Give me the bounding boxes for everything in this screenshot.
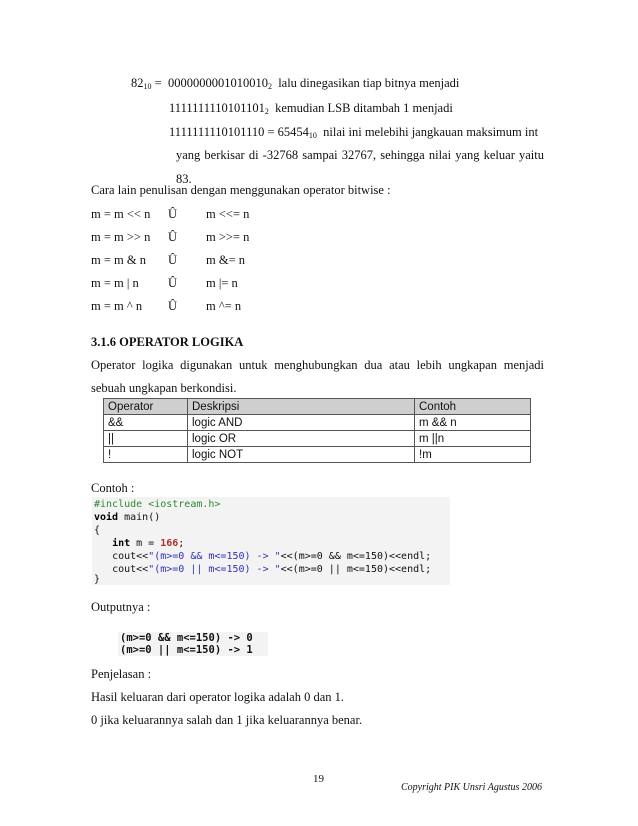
equivalence-symbol: Û <box>168 276 178 290</box>
code-line: #include <iostream.h> <box>94 499 221 510</box>
table-row <box>104 415 531 431</box>
conversion-line-4: yang berkisar di -32768 sampai 32767, sehingga nilai yang keluar yaitu <box>176 148 544 162</box>
header-cell: Operator <box>104 399 188 415</box>
code-line: void main() <box>94 512 161 523</box>
equivalence-symbol: Û <box>168 230 178 244</box>
penjelasan-line-1: Hasil keluaran dari operator logika adalah 0 dan 1. <box>91 690 345 704</box>
base-subscript: 2 <box>264 107 269 116</box>
paragraph-line-2: sebuah ungkapan berkondisi. <box>91 381 237 395</box>
bitwise-row: m = m & n <box>91 253 146 267</box>
output-line: (m>=0 && m<=150) -> 0 <box>120 632 253 644</box>
code-line: int m = 166; <box>112 538 185 549</box>
bitwise-row-right: m <<= n <box>206 207 250 221</box>
code-line: cout<<"(m>=0 || m<=150) -> "<<(m>=0 || m<=150)<<endl; <box>112 564 432 575</box>
table-row <box>104 431 531 447</box>
paragraph-line-1: Operator logika digunakan untuk menghubungkan dua atau lebih ungkapan menjadi <box>91 358 544 372</box>
code-line: cout<<"(m>=0 && m<=150) -> "<<(m>=0 && m<=150)<<endl; <box>112 551 432 562</box>
header-cell: Contoh <box>415 399 531 415</box>
bitwise-row-right: m >>= n <box>206 230 250 244</box>
bitwise-intro: Cara lain penulisan dengan menggunakan operator bitwise : <box>91 183 391 197</box>
table-header-row <box>104 399 531 415</box>
decimal-value: 82 <box>131 76 144 90</box>
equivalence-symbol: Û <box>168 207 178 221</box>
penjelasan-label: Penjelasan : <box>91 667 152 681</box>
bitwise-row-right: m &= n <box>206 253 245 267</box>
table-row <box>104 447 531 463</box>
bitwise-row-right: m |= n <box>206 276 238 290</box>
section-heading: 3.1.6 OPERATOR LOGIKA <box>91 335 244 349</box>
base-subscript: 10 <box>143 82 152 91</box>
operator-table <box>103 398 531 463</box>
table-cell: && <box>104 415 188 431</box>
base-subscript: 2 <box>267 82 272 91</box>
equivalence-symbol: Û <box>168 299 178 313</box>
table-cell: logic NOT <box>188 447 415 463</box>
table-cell: m ||n <box>415 431 531 447</box>
bitwise-row: m = m | n <box>91 276 139 290</box>
code-sample <box>92 497 450 585</box>
conversion-line-3 <box>169 124 538 144</box>
base-subscript: 10 <box>308 131 317 140</box>
table-cell: !m <box>415 447 531 463</box>
penjelasan-line-2: 0 jika keluarannya salah dan 1 jika keluarannya benar. <box>91 713 363 727</box>
equivalence-symbol: Û <box>168 253 178 267</box>
output-sample <box>118 632 268 656</box>
binary-value: 0000000001010010 <box>167 76 268 90</box>
contoh-label: Contoh : <box>91 481 135 495</box>
conversion-line-1 <box>131 75 459 95</box>
bitwise-row-right: m ^= n <box>206 299 242 313</box>
table-cell: ! <box>104 447 188 463</box>
bitwise-row: m = m >> n <box>91 230 151 244</box>
conversion-text: lalu dinegasikan tiap bitnya menjadi <box>271 76 460 90</box>
equals: = <box>151 76 168 90</box>
binary-value: 1111111110101101 <box>169 101 265 115</box>
conversion-text: kemudian LSB ditambah 1 menjadi <box>268 101 453 115</box>
table-cell: logic OR <box>188 431 415 447</box>
code-line: { <box>94 525 101 536</box>
table-cell: m && n <box>415 415 531 431</box>
header-cell: Deskripsi <box>188 399 415 415</box>
code-line: } <box>94 574 101 585</box>
copyright: Copyright PIK Unsri Agustus 2006 <box>401 782 542 793</box>
binary-value: 1111111110101110 = 65454 <box>169 125 309 139</box>
conversion-text: nilai ini melebihi jangkauan maksimum int <box>316 125 539 139</box>
table-cell: logic AND <box>188 415 415 431</box>
page-number: 19 <box>313 773 324 785</box>
bitwise-row: m = m << n <box>91 207 151 221</box>
output-line: (m>=0 || m<=150) -> 1 <box>120 644 253 656</box>
conversion-line-5: 83. <box>176 172 192 186</box>
table-cell: || <box>104 431 188 447</box>
output-label: Outputnya : <box>91 600 151 614</box>
conversion-line-2 <box>169 100 453 120</box>
bitwise-row: m = m ^ n <box>91 299 143 313</box>
